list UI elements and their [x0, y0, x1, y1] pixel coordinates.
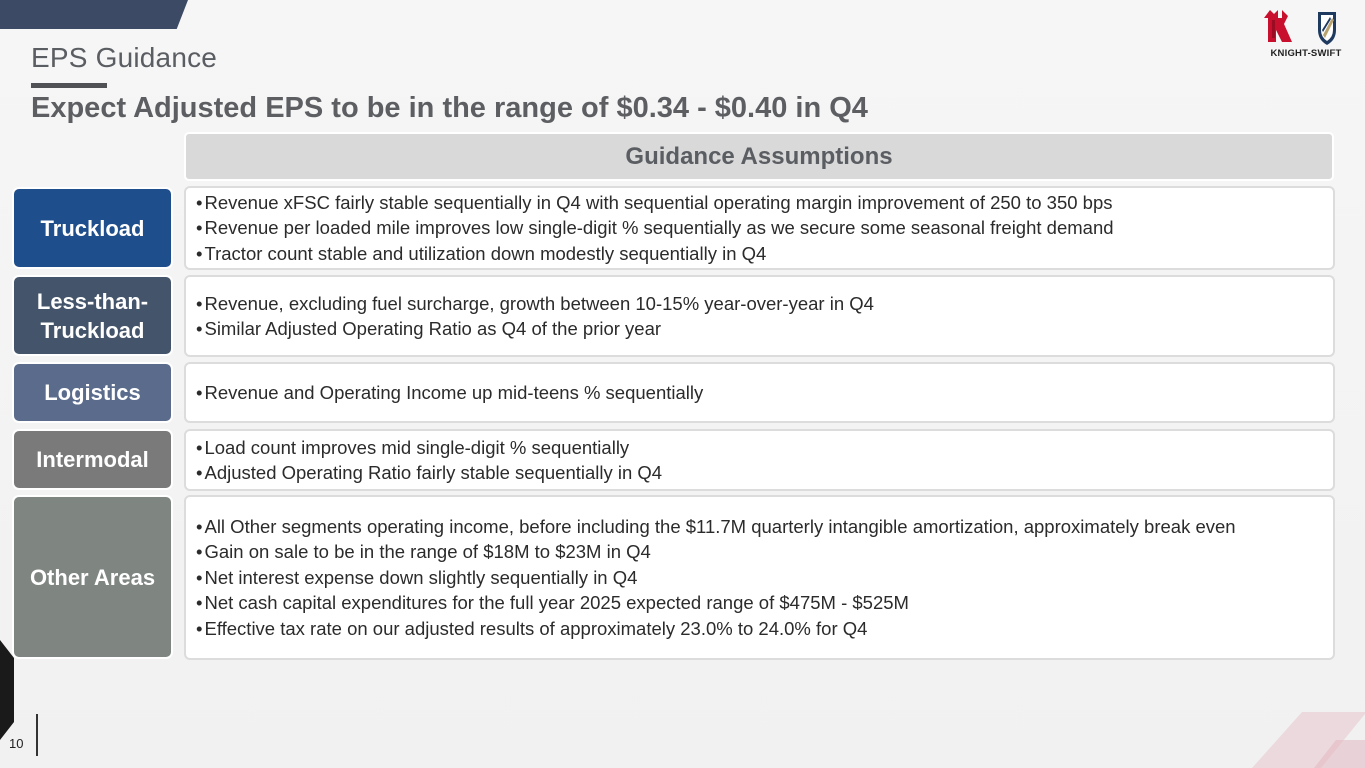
segment-label-intermodal	[12, 429, 173, 490]
bullet-item: • Load count improves mid single-digit % sequentially	[196, 435, 1323, 461]
bullet-item: • Tractor count stable and utilization down modestly sequentially in Q4	[196, 241, 1323, 267]
logo-caption: KNIGHT-SWIFT	[1270, 48, 1342, 59]
segment-label-other-areas	[12, 495, 173, 659]
corner-accent-tab	[0, 0, 188, 29]
segment-label-text: Other Areas	[29, 564, 156, 590]
knight-swift-logo-mark	[1260, 8, 1352, 48]
segment-bullets-logistics	[184, 362, 1335, 423]
segment-bullets-truckload	[184, 186, 1335, 270]
segment-bullets-other-areas	[184, 495, 1335, 660]
segment-label-truckload	[12, 187, 173, 269]
bullet-item: • Net interest expense down slightly sequentially in Q4	[196, 565, 1323, 591]
bullet-item: • Gain on sale to be in the range of $18M to $23M in Q4	[196, 539, 1323, 565]
bullet-item: • Effective tax rate on our adjusted results of approximately 23.0% to 24.0% for Q4	[196, 616, 1323, 642]
segment-label-text: Logistics	[44, 380, 141, 405]
segment-label-line: Less-than-	[36, 288, 149, 314]
segment-label-ltl	[12, 275, 173, 356]
segment-label-logistics	[12, 362, 173, 423]
segment-label-text: Truckload	[40, 215, 145, 241]
guidance-assumptions-header: Guidance Assumptions	[184, 132, 1334, 181]
page-number-divider	[36, 714, 38, 756]
bullet-item: • Net cash capital expenditures for the full year 2025 expected range of $475M - $525M	[196, 590, 1323, 616]
title-underline	[31, 83, 107, 88]
segment-label-text	[37, 287, 148, 345]
segment-label-text: Intermodal	[36, 447, 149, 472]
headline: Expect Adjusted EPS to be in the range of $0.34 - $0.40 in Q4	[31, 92, 868, 124]
knight-swift-logo	[1260, 8, 1352, 64]
bullet-item: • Revenue and Operating Income up mid-teens % sequentially	[196, 380, 1323, 406]
bullet-item: • Adjusted Operating Ratio fairly stable sequentially in Q4	[196, 460, 1323, 486]
bullet-item: • Revenue, excluding fuel surcharge, growth between 10-15% year-over-year in Q4	[196, 291, 1323, 317]
corner-stripe-decoration	[1232, 700, 1365, 768]
bullet-item: • Revenue xFSC fairly stable sequentially in Q4 with sequential operating margin improvement of 250 to 350 bps	[196, 190, 1323, 216]
bullet-item: • Similar Adjusted Operating Ratio as Q4 of the prior year	[196, 316, 1323, 342]
bullet-item: • Revenue per loaded mile improves low single-digit % sequentially as we secure some seasonal freight demand	[196, 215, 1323, 241]
page-number: 10	[9, 736, 24, 751]
bullet-item: • All Other segments operating income, before including the $11.7M quarterly intangible amortization, approximately break even	[196, 514, 1323, 540]
segment-label-line: Truckload	[40, 317, 145, 343]
section-title: EPS Guidance	[31, 42, 218, 73]
segment-bullets-intermodal	[184, 429, 1335, 491]
segment-bullets-ltl	[184, 275, 1335, 357]
